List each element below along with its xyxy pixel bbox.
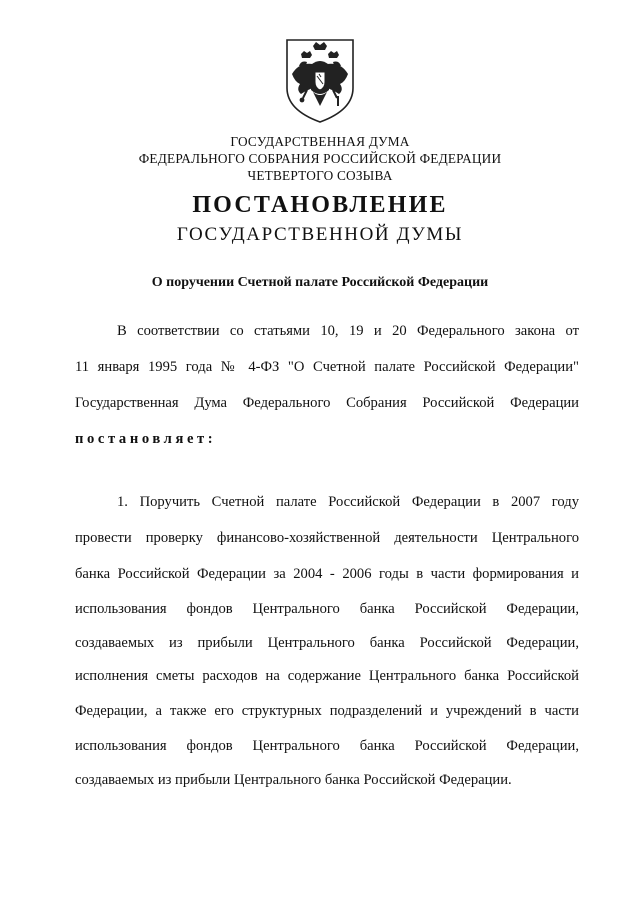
paragraph-line: создаваемых из прибыли Центрального банка Российской Федерации. — [75, 772, 512, 788]
paragraph-line: банка Российской Федерации за 2004 - 2006 годы в части формирования и — [75, 566, 579, 582]
paragraph-line: создаваемых из прибыли Центрального банка Российской Федерации, — [75, 635, 579, 651]
paragraph-line: провести проверку финансово-хозяйственной деятельности Центрального — [75, 530, 579, 546]
paragraph-line: 1. Поручить Счетной палате Российской Федерации в 2007 году — [117, 494, 579, 510]
paragraph-line: использования фондов Центрального банка Российской Федерации, — [75, 738, 579, 754]
document-title: ПОСТАНОВЛЕНИЕ — [192, 192, 448, 218]
header-line-2: ФЕДЕРАЛЬНОГО СОБРАНИЯ РОССИЙСКОЙ ФЕДЕРАЦИИ — [138, 151, 502, 166]
preamble-line: Государственная Дума Федерального Собрания Российской Федерации — [75, 395, 579, 411]
preamble-line: 11 января 1995 года № 4-ФЗ "О Счетной палате Российской Федерации" — [75, 359, 579, 375]
document-subtitle: ГОСУДАРСТВЕННОЙ ДУМЫ — [176, 224, 464, 245]
header-line-1: ГОСУДАРСТВЕННАЯ ДУМА — [230, 134, 410, 149]
paragraph-line: использования фондов Центрального банка Российской Федерации, — [75, 601, 579, 617]
header-line-3: ЧЕТВЕРТОГО СОЗЫВА — [247, 168, 393, 183]
paragraph-line: Федерации, а также его структурных подразделений и учреждений в части — [75, 703, 579, 719]
document-subject: О поручении Счетной палате Российской Федерации — [151, 275, 489, 290]
resolves-word: постановляет: — [75, 431, 217, 447]
coat-of-arms-emblem — [283, 38, 357, 124]
russian-coat-of-arms-icon — [283, 38, 357, 124]
paragraph-line: исполнения сметы расходов на содержание Центрального банка Российской — [75, 668, 579, 684]
preamble-line: В соответствии со статьями 10, 19 и 20 Федерального закона от — [117, 323, 579, 339]
